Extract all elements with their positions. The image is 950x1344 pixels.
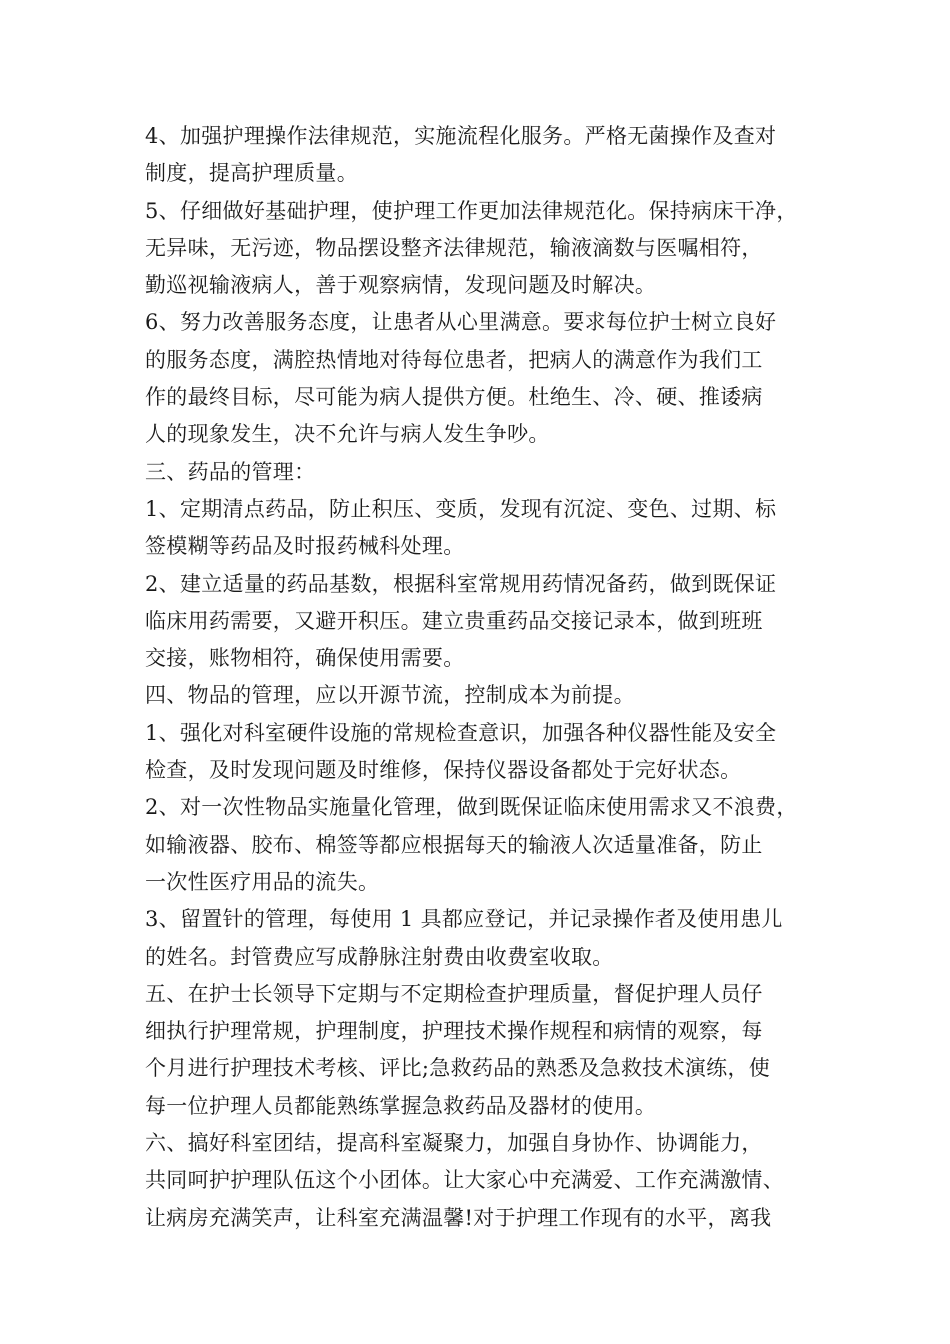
text-line: 让病房充满笑声，让科室充满温馨!对于护理工作现有的水平，离我 [145, 1205, 772, 1230]
text-line: 1、强化对科室硬件设施的常规检查意识，加强各种仪器性能及安全 [145, 720, 777, 745]
text-line: 的姓名。封管费应写成静脉注射费由收费室收取。 [145, 944, 614, 969]
text-line: 6、努力改善服务态度，让患者从心里满意。要求每位护士树立良好 [145, 310, 777, 335]
text-line: 2、建立适量的药品基数，根据科室常规用药情况备药，做到既保证 [145, 571, 777, 596]
text-line: 作的最终目标，尽可能为病人提供方便。杜绝生、冷、硬、推诿病 [145, 385, 763, 410]
text-line: 每一位护理人员都能熟练掌握急救药品及器材的使用。 [145, 1093, 657, 1118]
text-line: 无异味，无污迹，物品摆设整齐法律规范，输液滴数与医嘱相符， [145, 235, 763, 260]
text-line: 检查，及时发现问题及时维修，保持仪器设备都处于完好状态。 [145, 758, 742, 783]
text-line: 签模糊等药品及时报药械科处理。 [145, 534, 465, 559]
section-heading: 五、在护士长领导下定期与不定期检查护理质量，督促护理人员仔 [145, 981, 763, 1006]
section-heading: 四、物品的管理，应以开源节流，控制成本为前提。 [145, 683, 635, 708]
text-line: 3、留置针的管理，每使用 1 具都应登记，并记录操作者及使用患儿 [145, 907, 783, 932]
text-line: 的服务态度，满腔热情地对待每位患者，把病人的满意作为我们工 [145, 347, 763, 372]
text-line: 4、加强护理操作法律规范，实施流程化服务。严格无菌操作及查对 [145, 124, 777, 148]
section-heading: 六、搞好科室团结，提高科室凝聚力，加强自身协作、协调能力， [145, 1131, 763, 1156]
section-heading: 三、药品的管理： [145, 459, 316, 484]
document-body [145, 118, 815, 1237]
text-line: 临床用药需要，又避开积压。建立贵重药品交接记录本，做到班班 [145, 608, 763, 633]
text-line: 个月进行护理技术考核、评比;急救药品的熟悉及急救技术演练，使 [145, 1056, 771, 1081]
text-line: 细执行护理常规，护理制度，护理技术操作规程和病情的观察，每 [145, 1019, 763, 1044]
text-line: 2、对一次性物品实施量化管理，做到既保证临床使用需求又不浪费， [145, 795, 798, 820]
text-line: 交接，账物相符，确保使用需要。 [145, 646, 465, 671]
text-line: 制度，提高护理质量。 [145, 161, 358, 186]
text-line: 如输液器、胶布、棉签等都应根据每天的输液人次适量准备，防止 [145, 832, 763, 857]
text-line: 共同呵护护理队伍这个小团体。让大家心中充满爱、工作充满激情、 [145, 1168, 784, 1193]
text-line: 一次性医疗用品的流失。 [145, 869, 380, 894]
text-line: 人的现象发生，决不允许与病人发生争吵。 [145, 422, 550, 447]
text-line: 1、定期清点药品，防止积压、变质，发现有沉淀、变色、过期、标 [145, 496, 777, 521]
text-line: 5、仔细做好基础护理，使护理工作更加法律规范化。保持病床干净， [145, 198, 798, 223]
text-line: 勤巡视输液病人，善于观察病情，发现问题及时解决。 [145, 273, 657, 298]
